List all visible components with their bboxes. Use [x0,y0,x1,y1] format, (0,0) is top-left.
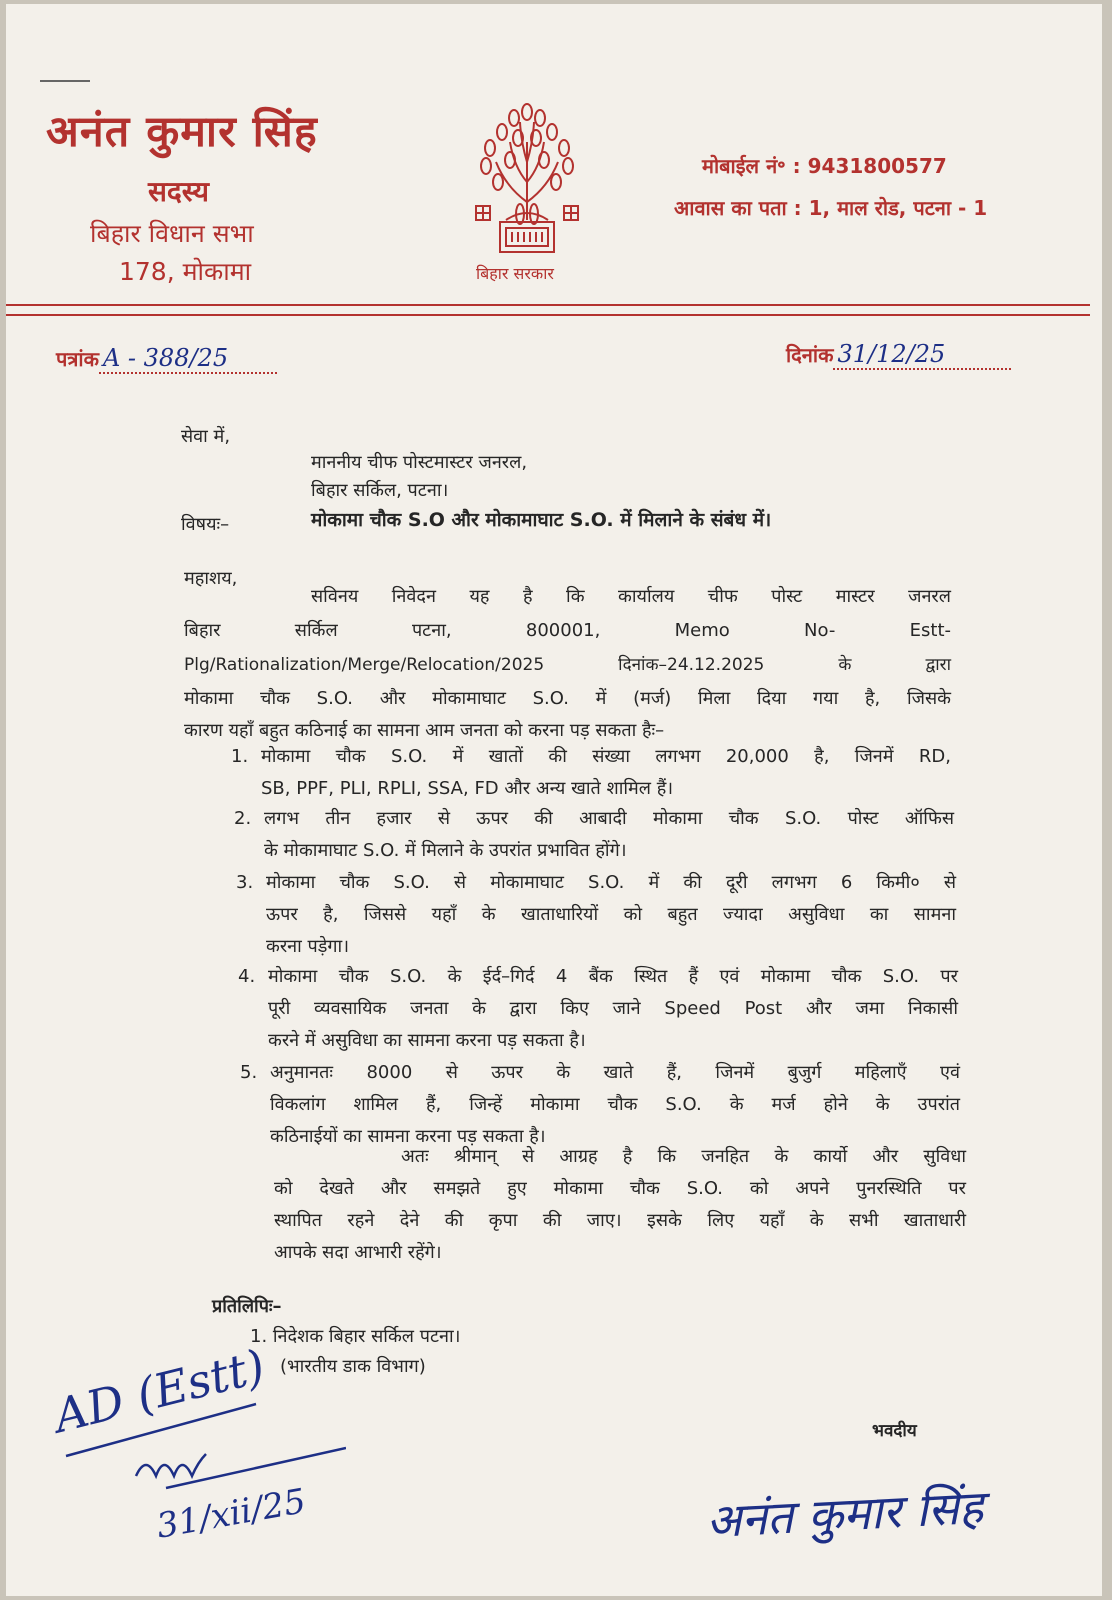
seva: सेवा में, [181,426,231,447]
point-1-line-2: SB, PPF, PLI, RPLI, SSA, FD और अन्य खाते शामिल हैं। [261,778,674,799]
handwritten-marking: AD (Estt) [48,1338,271,1444]
signature: अनंत कुमार सिंह [704,1479,985,1549]
mobile-label: मोबाईल नं॰ [702,154,786,178]
point-1-num: 1. [231,746,249,767]
point-4-line-1: मोकामा चौक S.O. के ईर्द–गिर्द 4 बैंक स्थित हैं एवं मोकामा चौक S.O. पर [268,966,958,987]
patrank-value: A - 388/25 [102,344,229,372]
point-4-line-3: करने में असुविधा का सामना करना पड़ सकता है। [268,1030,586,1051]
point-2-line-2: के मोकामाघाट S.O. में मिलाने के उपरांत प्रभावित होंगे। [264,840,627,861]
vishay-label: विषयः– [181,514,230,535]
salutation: महाशय, [184,568,238,589]
point-3-line-2: ऊपर है, जिससे यहाँ के खाताधारियों को बहुत ज्यादा असुविधा का सामना [266,904,956,925]
closing-line-2: को देखते और समझते हुए मोकामा चौक S.O. को अपने पुनरस्थिति पर [274,1178,966,1199]
copy-label: प्रतिलिपिः– [212,1296,282,1317]
point-5-line-1: अनुमानतः 8000 से ऊपर के खाते हैं, जिनमें बुजुर्ग महिलाएँ एवं [270,1062,960,1083]
point-4-line-2: पूरी व्यवसायिक जनता के द्वारा किए जाने Speed Post और जमा निकासी [268,998,958,1019]
closing-line-3: स्थापित रहने देने की कृपा की जाए। इसके लिए यहाँ के सभी खाताधारी [274,1210,966,1231]
closing-line-4: आपके सदा आभारी रहेंगे। [274,1242,442,1263]
address-label: आवास का पता [674,196,787,220]
handwritten-date: 31/xii/25 [153,1481,309,1547]
bihar-emblem-icon [466,102,588,282]
header-rule-top [6,304,1090,306]
para1-line-4: मोकामा चौक S.O. और मोकामाघाट S.O. में (मर्ज) मिला दिया गया है, जिसके [184,688,951,709]
patrank-label: पत्रांक [56,347,99,371]
point-2-line-1: लगभ तीन हजार से ऊपर की आबादी मोकामा चौक S.O. पोस्ट ऑफिस [264,808,954,829]
point-3-num: 3. [236,872,254,893]
recipient-line-2: बिहार सर्किल, पटना। [311,480,449,501]
closing-line-1: अतः श्रीमान् से आग्रह है कि जनहित के कार्यो और सुविधा [401,1146,966,1167]
para1-line-3: Plg/Rationalization/Merge/Relocation/2025 दिनांक–24.12.2025 के द्वारा [184,655,951,675]
corner-mark [40,80,90,82]
header-rule-bottom [6,314,1090,316]
point-3-line-1: मोकामा चौक S.O. से मोकामाघाट S.O. में की दूरी लगभग 6 किमी० से [266,872,956,893]
point-4-num: 4. [238,966,256,987]
point-5-num: 5. [240,1062,258,1083]
copy-item: 1. निदेशक बिहार सर्किल पटना। [250,1326,461,1347]
address-line [674,194,987,221]
point-2-num: 2. [234,808,252,829]
letterhead-house: बिहार विधान सभा [90,219,254,248]
dinank-value: 31/12/25 [837,340,946,368]
para1-line-2: बिहार सर्किल पटना, 800001, Memo No- Estt- [184,620,951,641]
emblem-caption: बिहार सरकार [476,264,554,283]
point-5-line-3: कठिनाईयों का सामना करना पड़ सकता है। [270,1126,546,1147]
point-5-line-2: विकलांग शामिल हैं, जिन्हें मोकामा चौक S.O. के मर्ज होने के उपरांत [270,1094,960,1115]
point-3-line-3: करना पड़ेगा। [266,936,350,957]
letterhead-name: अनंत कुमार सिंह [46,107,318,157]
para1-line-5: कारण यहाँ बहुत कठिनाई का सामना आम जनता को करना पड़ सकता हैः– [184,720,665,741]
vishay-text: मोकामा चौक S.O और मोकामाघाट S.O. में मिलाने के संबंध में। [311,509,772,531]
mobile-value: : 9431800577 [792,154,947,178]
patrank [56,344,277,374]
letter-sheet [6,4,1102,1596]
para1-line-1: सविनय निवेदन यह है कि कार्यालय चीफ पोस्ट मास्टर जनरल [311,586,951,607]
point-1-line-1: मोकामा चौक S.O. में खातों की संख्या लगभग 20,000 है, जिनमें RD, [261,746,951,767]
mobile-line [702,152,947,179]
letterhead-constituency: 178, मोकामा [119,257,252,286]
copy-item-sub: (भारतीय डाक विभाग) [280,1356,426,1377]
dinank [786,340,1011,370]
initials-scribble-icon [46,1384,346,1534]
address-value: : 1, माल रोड, पटना - 1 [793,196,988,220]
yours-faithfully: भवदीय [872,1421,917,1441]
letterhead-role: सदस्य [148,175,209,208]
recipient-line-1: माननीय चीफ पोस्टमास्टर जनरल, [311,452,528,473]
dinank-label: दिनांक [786,343,834,367]
